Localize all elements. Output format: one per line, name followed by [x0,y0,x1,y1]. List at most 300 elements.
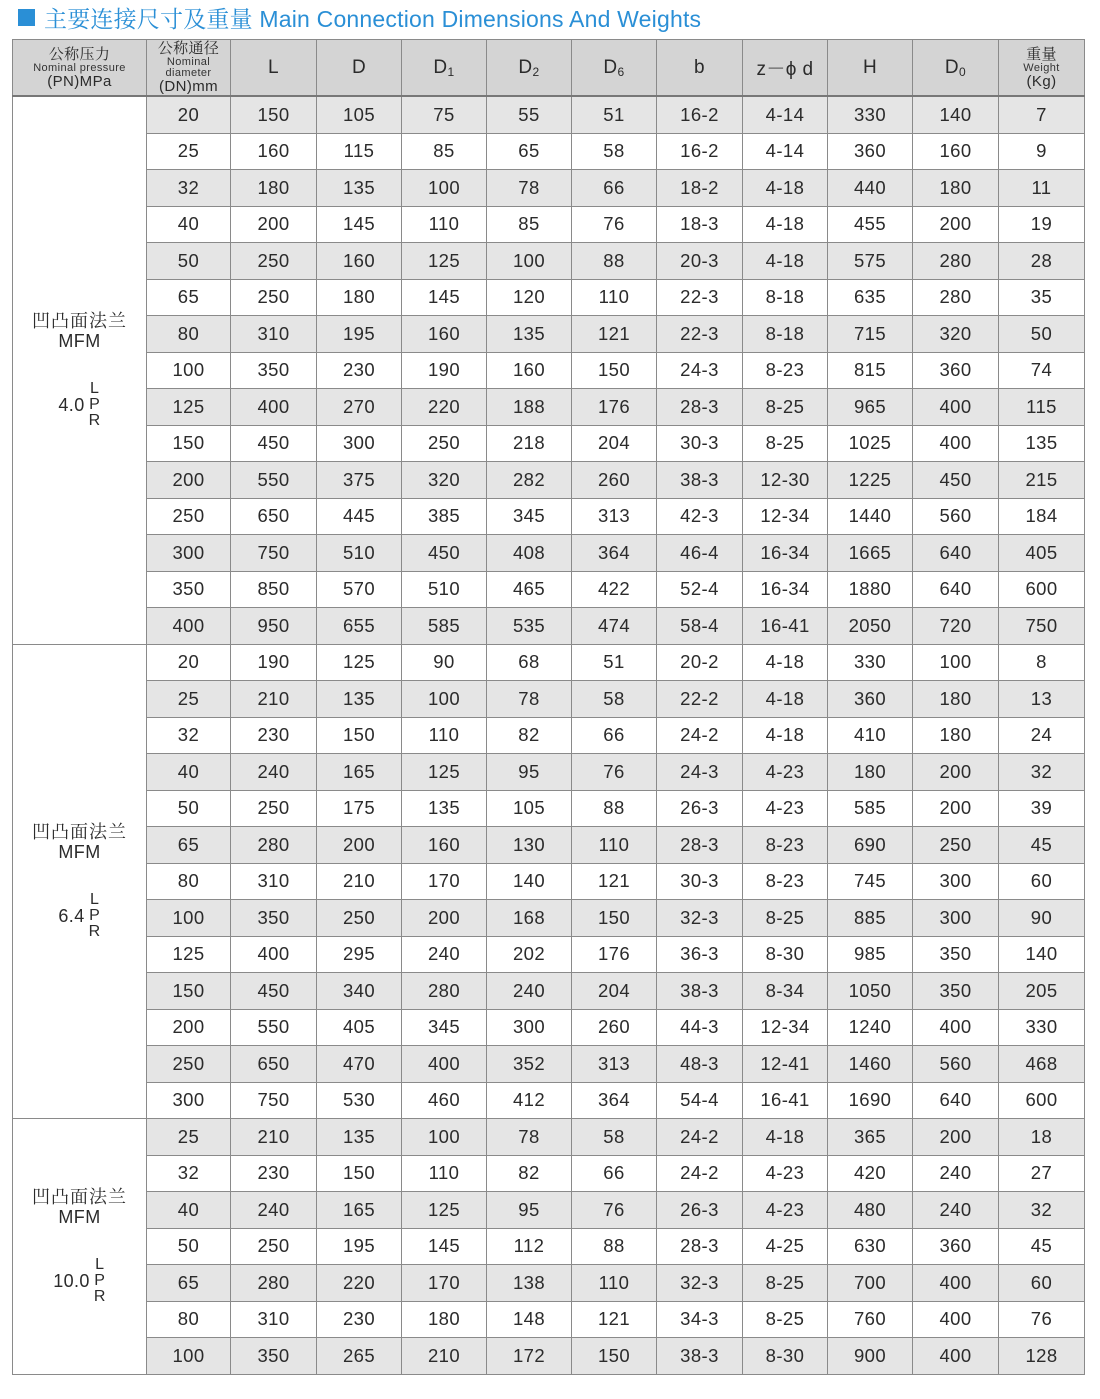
header-D0 [913,40,999,97]
table-cell: 121 [572,863,657,900]
table-cell: 65 [147,827,231,864]
table-cell: 110 [572,279,657,316]
table-cell: 180 [913,170,999,207]
table-cell: 46-4 [657,535,743,572]
table-cell: 16-34 [743,571,828,608]
table-cell: 135 [317,1119,402,1156]
table-cell: 18 [999,1119,1085,1156]
table-cell: 150 [572,900,657,937]
table-row [13,462,1085,499]
pressure-group-cell [13,644,147,1119]
table-cell: 120 [487,279,572,316]
table-cell: 19 [999,206,1085,243]
table-cell: 51 [572,96,657,133]
table-cell: 690 [828,827,913,864]
table-cell: 66 [572,1155,657,1192]
table-cell: 18-3 [657,206,743,243]
table-cell: 240 [402,936,487,973]
table-cell: 40 [147,206,231,243]
pressure-value: 10.0 [53,1270,90,1291]
table-cell: 550 [231,1009,317,1046]
table-cell: 100 [147,1338,231,1375]
table-row [13,1009,1085,1046]
table-cell: 110 [572,1265,657,1302]
table-cell: 220 [402,389,487,426]
table-cell: 8-23 [743,827,828,864]
table-cell: 2050 [828,608,913,645]
pressure-value: 4.0 [58,394,85,415]
table-cell: 230 [231,1155,317,1192]
table-cell: 445 [317,498,402,535]
table-cell: 38-3 [657,1338,743,1375]
table-cell: 34-3 [657,1301,743,1338]
table-cell: 95 [487,1192,572,1229]
table-cell: 550 [231,462,317,499]
table-cell: 8-34 [743,973,828,1010]
table-cell: 160 [231,133,317,170]
table-cell: 26-3 [657,790,743,827]
table-row [13,1046,1085,1083]
table-cell: 300 [317,425,402,462]
table-cell: 230 [317,1301,402,1338]
table-cell: 330 [999,1009,1085,1046]
table-cell: 280 [231,1265,317,1302]
table-cell: 350 [231,352,317,389]
table-cell: 474 [572,608,657,645]
table-cell: 74 [999,352,1085,389]
table-cell: 210 [402,1338,487,1375]
table-cell: 720 [913,608,999,645]
table-cell: 100 [487,243,572,280]
table-cell: 24 [999,717,1085,754]
table-cell: 650 [231,498,317,535]
table-cell: 28-3 [657,827,743,864]
table-cell: 125 [147,389,231,426]
table-cell: 360 [913,352,999,389]
table-cell: 22-2 [657,681,743,718]
table-cell: 470 [317,1046,402,1083]
table-cell: 8-25 [743,900,828,937]
header-D1 [402,40,487,97]
table-cell: 715 [828,316,913,353]
table-cell: 250 [231,279,317,316]
table-cell: 105 [317,96,402,133]
table-row [13,717,1085,754]
table-cell: 320 [402,462,487,499]
table-cell: 135 [317,170,402,207]
table-cell: 80 [147,863,231,900]
table-cell: 218 [487,425,572,462]
table-cell: 100 [402,1119,487,1156]
table-cell: 510 [402,571,487,608]
table-row [13,1082,1085,1119]
table-cell: 150 [147,425,231,462]
table-cell: 365 [828,1119,913,1156]
table-cell: 1025 [828,425,913,462]
table-cell: 280 [231,827,317,864]
table-cell: 280 [913,243,999,280]
table-cell: 184 [999,498,1085,535]
table-cell: 22-3 [657,279,743,316]
lpr-stack [89,892,101,940]
header-L: L [231,40,317,97]
table-cell: 150 [317,1155,402,1192]
table-cell: 750 [231,1082,317,1119]
table-cell: 24-3 [657,754,743,791]
table-cell: 24-2 [657,1119,743,1156]
table-cell: 310 [231,863,317,900]
header-weight-unit: (Kg) [1026,72,1057,90]
table-cell: 440 [828,170,913,207]
pressure-group-label [13,311,146,429]
table-cell: 125 [147,936,231,973]
table-cell: 465 [487,571,572,608]
table-cell: 400 [402,1046,487,1083]
table-cell: 750 [999,608,1085,645]
table-cell: 16-41 [743,608,828,645]
table-cell: 30-3 [657,425,743,462]
table-row [13,243,1085,280]
table-cell: 8 [999,644,1085,681]
table-cell: 260 [572,1009,657,1046]
table-cell: 760 [828,1301,913,1338]
table-cell: 65 [147,279,231,316]
table-cell: 585 [828,790,913,827]
table-cell: 160 [402,316,487,353]
lpr-stack [94,1257,106,1305]
table-cell: 4-18 [743,1119,828,1156]
table-cell: 530 [317,1082,402,1119]
table-row [13,1301,1085,1338]
table-cell: 160 [317,243,402,280]
table-cell: 176 [572,936,657,973]
table-cell: 76 [572,1192,657,1229]
table-cell: 145 [317,206,402,243]
table-cell: 25 [147,1119,231,1156]
table-cell: 145 [402,279,487,316]
table-cell: 190 [402,352,487,389]
table-cell: 400 [231,936,317,973]
table-cell: 50 [147,1228,231,1265]
table-cell: 282 [487,462,572,499]
table-cell: 76 [572,206,657,243]
table-cell: 250 [231,1228,317,1265]
table-cell: 1440 [828,498,913,535]
table-cell: 410 [828,717,913,754]
table-cell: 38-3 [657,973,743,1010]
table-cell: 32 [999,754,1085,791]
table-cell: 180 [317,279,402,316]
table-cell: 88 [572,243,657,280]
header-D2 [487,40,572,97]
table-cell: 60 [999,1265,1085,1302]
table-cell: 12-41 [743,1046,828,1083]
table-cell: 135 [317,681,402,718]
table-cell: 115 [317,133,402,170]
table-cell: 210 [231,1119,317,1156]
table-cell: 180 [913,681,999,718]
table-cell: 360 [913,1228,999,1265]
table-cell: 295 [317,936,402,973]
table-cell: 150 [147,973,231,1010]
table-cell: 200 [913,790,999,827]
table-cell: 450 [231,425,317,462]
table-cell: 25 [147,133,231,170]
table-cell: 150 [572,1338,657,1375]
table-cell: 40 [147,1192,231,1229]
table-cell: 58 [572,1119,657,1156]
table-cell: 145 [402,1228,487,1265]
table-cell: 44-3 [657,1009,743,1046]
table-cell: 52-4 [657,571,743,608]
table-cell: 250 [913,827,999,864]
table-cell: 202 [487,936,572,973]
table-cell: 170 [402,863,487,900]
table-cell: 85 [487,206,572,243]
table-cell: 38-3 [657,462,743,499]
table-cell: 313 [572,1046,657,1083]
table-cell: 76 [999,1301,1085,1338]
table-cell: 385 [402,498,487,535]
pressure-group-cell [13,1119,147,1375]
table-cell: 4-23 [743,754,828,791]
table-cell: 408 [487,535,572,572]
table-cell: 700 [828,1265,913,1302]
table-cell: 140 [999,936,1085,973]
table-cell: 220 [317,1265,402,1302]
table-cell: 4-23 [743,1192,828,1229]
table-row [13,206,1085,243]
table-cell: 100 [147,900,231,937]
table-cell: 58-4 [657,608,743,645]
table-cell: 360 [828,133,913,170]
table-cell: 4-23 [743,790,828,827]
header-pn-en: Nominal pressure [33,61,126,74]
table-cell: 885 [828,900,913,937]
header-H: H [828,40,913,97]
table-cell: 16-41 [743,1082,828,1119]
table-cell: 24-3 [657,352,743,389]
table-cell: 32 [147,170,231,207]
table-cell: 88 [572,1228,657,1265]
table-cell: 8-23 [743,352,828,389]
table-cell: 850 [231,571,317,608]
table-cell: 480 [828,1192,913,1229]
table-row [13,790,1085,827]
header-z-d: z－ϕ d [743,40,828,97]
table-cell: 8-25 [743,1301,828,1338]
table-cell: 8-30 [743,936,828,973]
section-title [18,2,701,32]
table-cell: 27 [999,1155,1085,1192]
table-cell: 20 [147,96,231,133]
lpr-letter: R [93,1288,106,1306]
table-row [13,1265,1085,1302]
table-cell: 9 [999,133,1085,170]
table-cell: 468 [999,1046,1085,1083]
table-cell: 4-18 [743,681,828,718]
table-cell: 900 [828,1338,913,1375]
table-cell: 570 [317,571,402,608]
table-cell: 4-14 [743,133,828,170]
table-cell: 1240 [828,1009,913,1046]
table-cell: 32-3 [657,1265,743,1302]
table-cell: 204 [572,425,657,462]
table-row [13,498,1085,535]
header-row [13,40,1085,97]
table-row [13,1338,1085,1375]
table-cell: 25 [147,681,231,718]
table-cell: 138 [487,1265,572,1302]
table-cell: 39 [999,790,1085,827]
table-row [13,644,1085,681]
lpr-letter: L [95,1256,105,1274]
table-row [13,352,1085,389]
table-cell: 300 [913,863,999,900]
table-row [13,1155,1085,1192]
table-cell: 50 [147,790,231,827]
table-cell: 100 [402,681,487,718]
table-cell: 65 [487,133,572,170]
table-cell: 50 [147,243,231,280]
table-cell: 364 [572,1082,657,1119]
table-cell: 985 [828,936,913,973]
table-cell: 48-3 [657,1046,743,1083]
table-row [13,1228,1085,1265]
table-cell: 405 [999,535,1085,572]
table-cell: 230 [317,352,402,389]
lpr-letter: R [88,923,101,941]
table-cell: 121 [572,316,657,353]
lpr-letter: L [89,891,100,909]
table-cell: 815 [828,352,913,389]
table-cell: 270 [317,389,402,426]
header-D1-main: D [433,56,448,78]
table-row [13,96,1085,133]
table-cell: 32 [999,1192,1085,1229]
table-cell: 650 [231,1046,317,1083]
table-cell: 4-18 [743,170,828,207]
table-cell: 313 [572,498,657,535]
table-cell: 320 [913,316,999,353]
table-cell: 180 [231,170,317,207]
table-cell: 204 [572,973,657,1010]
table-cell: 210 [231,681,317,718]
lpr-stack [89,381,101,429]
table-cell: 28-3 [657,389,743,426]
table-cell: 180 [828,754,913,791]
header-D1-sub: 1 [447,64,455,79]
table-cell: 585 [402,608,487,645]
table-cell: 460 [402,1082,487,1119]
table-row [13,571,1085,608]
header-dn-unit: (DN)mm [158,78,219,95]
table-cell: 160 [402,827,487,864]
table-cell: 300 [147,535,231,572]
table-cell: 190 [231,644,317,681]
table-cell: 188 [487,389,572,426]
table-cell: 135 [402,790,487,827]
table-cell: 195 [317,1228,402,1265]
table-cell: 1880 [828,571,913,608]
table-cell: 130 [487,827,572,864]
table-cell: 80 [147,1301,231,1338]
header-b: b [657,40,743,97]
table-cell: 210 [317,863,402,900]
table-cell: 4-18 [743,644,828,681]
table-cell: 78 [487,1119,572,1156]
table-cell: 40 [147,754,231,791]
table-cell: 140 [487,863,572,900]
table-cell: 350 [231,900,317,937]
table-cell: 16-2 [657,133,743,170]
table-cell: 240 [913,1155,999,1192]
table-cell: 32-3 [657,900,743,937]
table-cell: 200 [913,1119,999,1156]
header-pn-unit: (PN)MPa [47,72,112,90]
table-cell: 176 [572,389,657,426]
table-cell: 65 [147,1265,231,1302]
table-cell: 364 [572,535,657,572]
table-cell: 125 [402,754,487,791]
table-cell: 400 [913,425,999,462]
header-D6-main: D [603,56,618,78]
table-cell: 4-25 [743,1228,828,1265]
table-cell: 450 [913,462,999,499]
table-cell: 400 [913,1265,999,1302]
header-D0-sub: 0 [959,64,967,79]
table-cell: 8-25 [743,389,828,426]
table-cell: 150 [572,352,657,389]
table-cell: 600 [999,571,1085,608]
table-cell: 1225 [828,462,913,499]
table-cell: 400 [913,1301,999,1338]
table-cell: 200 [231,206,317,243]
table-cell: 20-3 [657,243,743,280]
table-cell: 8-18 [743,279,828,316]
table-row [13,1119,1085,1156]
table-cell: 66 [572,717,657,754]
table-cell: 200 [913,206,999,243]
table-cell: 280 [402,973,487,1010]
table-cell: 12-34 [743,1009,828,1046]
table-cell: 45 [999,827,1085,864]
table-cell: 200 [402,900,487,937]
table-cell: 310 [231,316,317,353]
table-cell: 265 [317,1338,402,1375]
table-cell: 352 [487,1046,572,1083]
table-cell: 82 [487,1155,572,1192]
table-cell: 640 [913,571,999,608]
table-cell: 160 [913,133,999,170]
table-cell: 28-3 [657,1228,743,1265]
table-cell: 28 [999,243,1085,280]
table-row [13,900,1085,937]
table-cell: 160 [487,352,572,389]
table-cell: 11 [999,170,1085,207]
table-row [13,754,1085,791]
header-weight-en: Weight [1023,61,1060,74]
table-cell: 240 [231,1192,317,1229]
dimensions-table [12,39,1085,1375]
table-cell: 560 [913,1046,999,1083]
table-cell: 1460 [828,1046,913,1083]
table-cell: 58 [572,133,657,170]
table-cell: 95 [487,754,572,791]
table-cell: 600 [999,1082,1085,1119]
table-cell: 4-18 [743,243,828,280]
lpr-letter: R [88,412,101,430]
